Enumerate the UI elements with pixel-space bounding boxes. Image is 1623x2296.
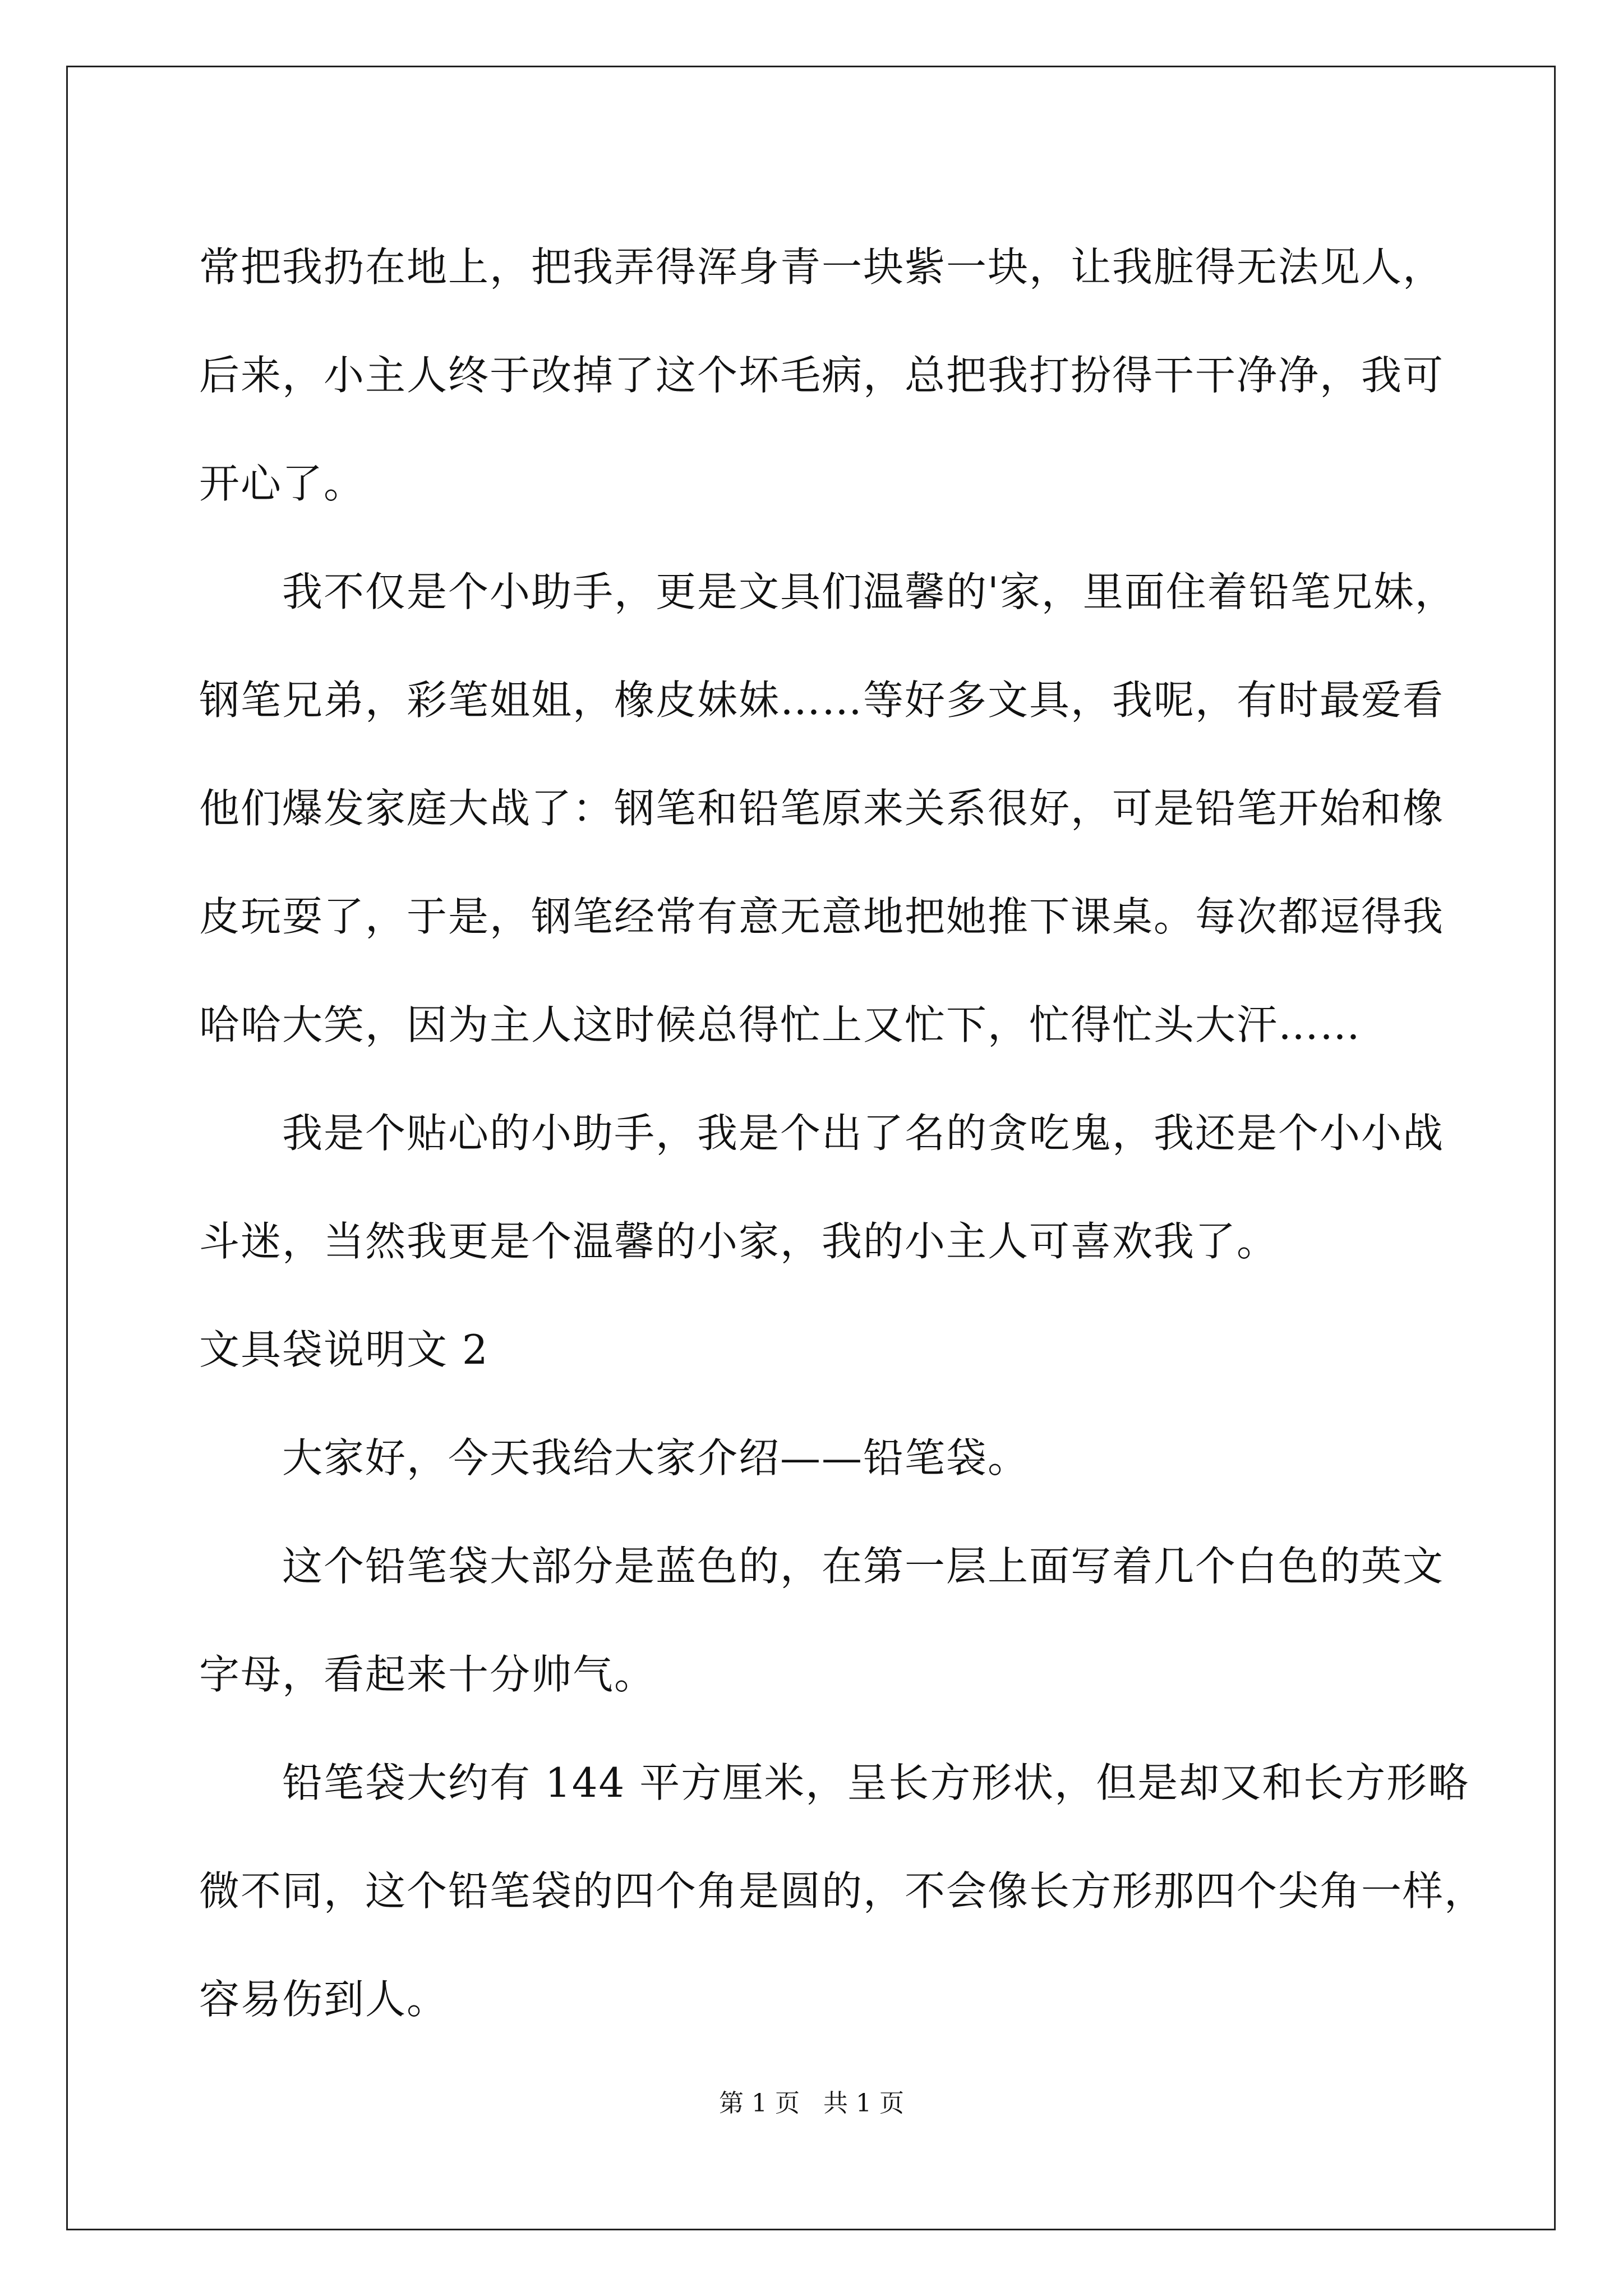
text-line: 斗迷，当然我更是个温馨的小家，我的小主人可喜欢我了。: [199, 1218, 1279, 1265]
text-line: 容易伤到人。: [199, 1976, 449, 2023]
text-line: 字母，看起来十分帅气。: [199, 1651, 656, 1698]
text-line: 我是个贴心的小助手，我是个出了名的贪吃鬼，我还是个小小战: [282, 1110, 1445, 1157]
page-total: 共 1 页: [823, 2089, 904, 2118]
text-line: 这个铅笔袋大部分是蓝色的，在第一层上面写着几个白色的英文: [282, 1543, 1445, 1590]
footer-gap: [800, 2089, 823, 2118]
text-line: 铅笔袋大约有 144 平方厘米，呈长方形状，但是却又和长方形略: [282, 1759, 1470, 1806]
text-line: 我不仅是个小助手，更是文具们温馨的'家，里面住着铅笔兄妹，: [282, 568, 1456, 615]
text-line: 皮玩耍了，于是，钢笔经常有意无意地把她推下课桌。每次都逗得我: [199, 893, 1445, 940]
text-line: 哈哈大笑，因为主人这时候总得忙上又忙下，忙得忙头大汗……: [199, 1001, 1362, 1048]
page-footer: [0, 2087, 1623, 2120]
document-body: [199, 213, 1486, 2054]
page-number: 第 1 页: [719, 2089, 800, 2118]
text-line: 后来，小主人终于改掉了这个坏毛病，总把我打扮得干干净净，我可: [199, 352, 1445, 399]
section-heading: 文具袋说明文 2: [199, 1326, 489, 1373]
text-line: 钢笔兄弟，彩笔姐姐，橡皮妹妹……等好多文具，我呢，有时最爱看: [199, 677, 1445, 724]
text-line: 大家好，今天我给大家介绍——铅笔袋。: [282, 1434, 1030, 1481]
text-line: 微不同，这个铅笔袋的四个角是圆的，不会像长方形那四个尖角一样，: [199, 1867, 1486, 1915]
text-line: 常把我扔在地上，把我弄得浑身青一块紫一块，让我脏得无法见人，: [199, 243, 1445, 291]
text-line: 开心了。: [199, 460, 366, 507]
text-line: 他们爆发家庭大战了：钢笔和铅笔原来关系很好，可是铅笔开始和橡: [199, 785, 1445, 832]
